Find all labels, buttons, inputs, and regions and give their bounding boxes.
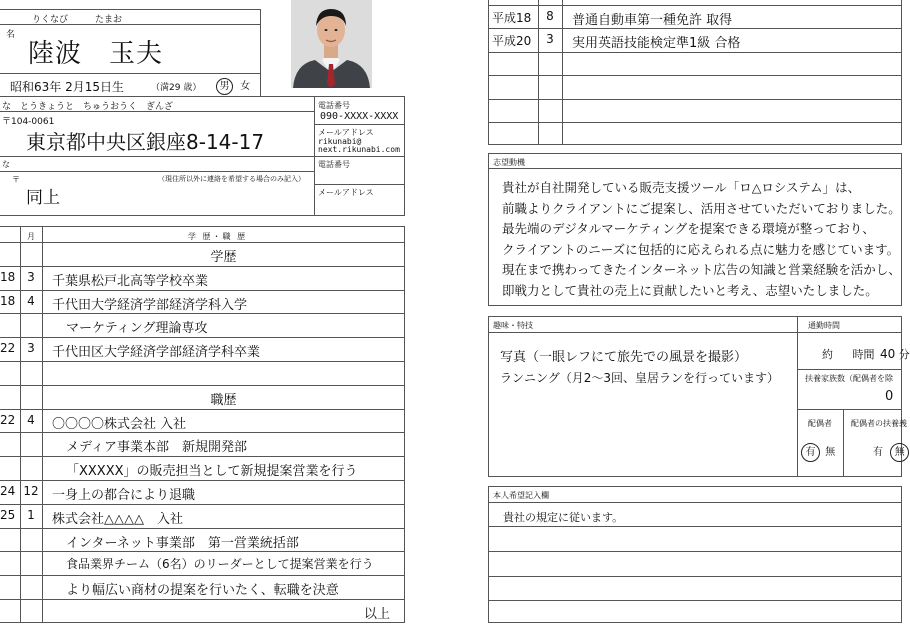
history-row-divider [0, 337, 405, 338]
motivation-line: 現在まで携わってきたインターネット広告の知識と営業経験を活かし、 [502, 262, 901, 277]
hobbies-label: 趣味・特技 [493, 321, 533, 330]
email-line-1: rikunabi@ [318, 137, 362, 146]
history-entry: 〇〇〇〇株式会社 入社 [52, 416, 187, 432]
license-row-divider [488, 99, 902, 100]
contact-email-label: メールアドレス [318, 188, 374, 197]
history-month: 3 [27, 269, 35, 284]
license-year: 平成18 [492, 11, 532, 25]
full-name: 陸波 玉夫 [28, 39, 164, 69]
license-row-divider [488, 52, 902, 53]
history-entry: マーケティング理論専攻 [66, 321, 208, 337]
history-year: 25 [0, 507, 16, 522]
hobby-line-2: ランニング（月2〜3回、皇居ランを行っています） [500, 371, 780, 385]
license-entry: 実用英語技能検定準1級 合格 [572, 36, 741, 52]
name-furigana: りくなび たまお [32, 15, 123, 25]
history-entry: より幅広い商材の提案を行いたく、転職を決意 [66, 583, 339, 599]
requests-line-1: 貴社の規定に従います。 [503, 511, 624, 524]
motivation-label: 志望動機 [493, 158, 525, 167]
history-entry: 一身上の都合により退職 [52, 488, 196, 503]
spouse-no: 無 [825, 447, 836, 458]
age: （満29 歳） [151, 83, 202, 93]
contact-postal: 〒 [12, 175, 20, 184]
license-row-divider [488, 122, 902, 123]
spouse-yes-circle: 有 [801, 443, 820, 462]
license-month: 8 [546, 9, 554, 23]
name-label: 名 [6, 30, 16, 40]
history-entry: 千代田大学経済学部経済学科入学 [52, 297, 248, 313]
support-selector [873, 443, 909, 462]
support-yes: 有 [873, 447, 883, 458]
history-row-divider [0, 290, 405, 291]
commute-hours-unit: 時間 [852, 348, 875, 361]
commute-time [822, 346, 910, 362]
sex-female: 女 [240, 81, 251, 92]
motivation-line: 最先端のデジタルマーケティングを提案できる環境が整っており、 [502, 221, 875, 236]
history-month: 3 [27, 341, 35, 356]
license-row-divider [488, 28, 902, 29]
motivation-line: 貴社が自社開発している販売支援ツール「ロ△ロシステム」は、 [502, 180, 861, 195]
commute-label: 通勤時間 [808, 321, 840, 330]
history-entry: 職歴 [210, 392, 237, 408]
history-entry: 以上 [363, 607, 390, 622]
history-row-divider [0, 575, 405, 576]
license-month: 3 [546, 32, 554, 47]
phone-number: 090-XXXX-XXXX [320, 111, 399, 122]
history-year: 22 [0, 341, 16, 356]
dependents-label: 扶養家族数（配偶者を除 [805, 374, 893, 383]
history-entry: メディア事業本部 新規開発部 [66, 440, 247, 456]
history-entry: インターネット事業部 第一営業統括部 [66, 535, 299, 551]
hobby-line-1: 写真（一眼レフにて旅先での風景を撮影） [500, 350, 748, 365]
history-content-header: 学 歴・職 歴 [188, 232, 248, 241]
history-entry: 千葉県松戸北高等学校卒業 [52, 273, 209, 289]
history-row-divider [0, 480, 405, 481]
history-entry: 千代田区大学経済学部経済学科卒業 [52, 345, 261, 361]
history-month: 12 [23, 484, 39, 498]
history-year: 22 [0, 412, 16, 427]
commute-minutes-unit: 分 [898, 348, 910, 361]
history-month: 1 [27, 507, 35, 522]
sex-selector [216, 77, 250, 95]
history-row-divider [0, 409, 405, 410]
email-label: メールアドレス [318, 128, 374, 137]
contact-phone-label: 電話番号 [318, 160, 350, 169]
requests-label: 本人希望記入欄 [493, 491, 549, 500]
motivation-line: 前職よりクライアントにご提案し、活用させていただいておりました。 [502, 200, 901, 216]
history-row-divider [0, 599, 405, 600]
requests-box [488, 486, 902, 623]
dependents-count: 0 [885, 389, 894, 404]
birth-date: 昭和63年 2月15日生 [10, 80, 124, 94]
history-row-divider [0, 266, 405, 267]
history-row-divider [0, 528, 405, 529]
motivation-line: クライアントのニーズに包括的に応えられる点に魅力を感じています。 [502, 241, 900, 257]
commute-minutes: 40 [880, 347, 896, 361]
email-line-2: next.rikunabi.com [318, 145, 400, 154]
contact-address: 同上 [26, 188, 60, 208]
history-year: 18 [0, 293, 16, 308]
motivation-line: 即戦力として貴社の売上に貢献したいと考え、志望いたしました。 [502, 282, 878, 298]
license-year: 平成20 [492, 34, 532, 49]
history-row-divider [0, 242, 405, 243]
history-year: 24 [0, 484, 16, 498]
address-postal: 〒104-0061 [2, 117, 55, 127]
address-line: 東京都中央区銀座8-14-17 [26, 130, 265, 154]
history-entry: 株式会社△△△△ 入社 [52, 511, 183, 527]
spouse-support-label: 配偶者の扶養義 [851, 419, 907, 428]
spouse-selector [801, 443, 835, 462]
history-month: 4 [27, 293, 35, 308]
history-row-divider [0, 361, 405, 362]
license-row-divider [488, 75, 902, 76]
hobbies-box [488, 316, 902, 477]
commute-prefix: 約 [822, 348, 833, 361]
history-entry: 「XXXXX」の販売担当として新規提案営業を行う [66, 464, 358, 480]
history-row-divider [0, 456, 405, 457]
date-line-fragment [150, 0, 198, 7]
spouse-label: 配偶者 [808, 419, 832, 428]
history-month-header: 月 [27, 232, 35, 241]
history-entry: 食品業界チーム（6名）のリーダーとして提案営業を行う [66, 557, 374, 572]
history-row-divider [0, 385, 405, 386]
license-entry: 普通自動車第一種免許 取得 [572, 13, 733, 28]
phone-label: 電話番号 [318, 101, 350, 110]
history-row-divider [0, 551, 405, 552]
history-row-divider [0, 313, 405, 314]
history-row-divider [0, 504, 405, 505]
history-month: 4 [27, 412, 35, 427]
history-row-divider [0, 432, 405, 433]
history-entry: 学歴 [210, 250, 237, 265]
history-year: 18 [0, 269, 16, 284]
contact-note: （現住所以外に連絡を希望する場合のみ記入） [158, 175, 305, 183]
support-no-circle: 無 [890, 443, 909, 462]
contact-furigana-label: な [2, 160, 10, 169]
profile-photo [291, 0, 372, 88]
address-furigana: な とうきょうと ちゅうおうく ぎんざ [2, 102, 174, 112]
sex-male-circle: 男 [216, 78, 233, 95]
